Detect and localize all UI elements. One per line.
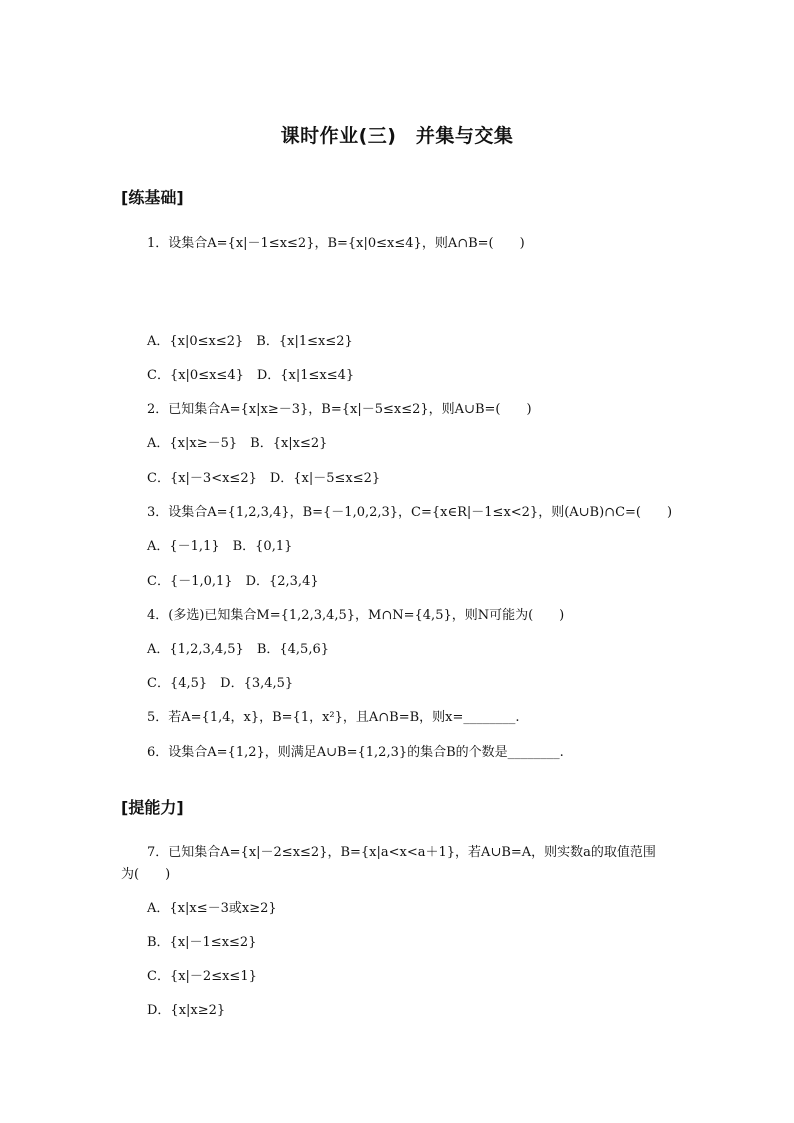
question-3-options-ab: A．{－1,1} B．{0,1} xyxy=(147,539,293,554)
question-7-stem-continued: 为( ) xyxy=(121,867,171,882)
question-4-stem: 4．(多选)已知集合M={1,2,3,4,5}，M∩N={4,5}，则N可能为( ) xyxy=(147,608,565,623)
question-2-stem: 2．已知集合A={x|x≥－3}，B={x|－5≤x≤2}，则A∪B=( ) xyxy=(147,402,532,417)
question-7-option-a: A．{x|x≤－3或x≥2} xyxy=(147,901,277,916)
question-7-option-d: D．{x|x≥2} xyxy=(147,1003,226,1018)
question-7-option-c: C．{x|－2≤x≤1} xyxy=(147,969,257,984)
question-3-stem: 3．设集合A={1,2,3,4}，B={－1,0,2,3}，C={x∈R|－1≤x<2}，则(A∪B)∩C=( ) xyxy=(147,505,673,520)
page-title: 课时作业(三) 并集与交集 xyxy=(280,125,514,147)
question-4-options-ab: A．{1,2,3,4,5} B．{4,5,6} xyxy=(147,642,329,657)
section-heading-basic: [练基础] xyxy=(121,188,184,207)
question-1-options-ab: A．{x|0≤x≤2} B．{x|1≤x≤2} xyxy=(147,334,353,349)
question-4-options-cd: C．{4,5} D．{3,4,5} xyxy=(147,676,294,691)
section-heading-advanced: [提能力] xyxy=(121,798,184,817)
question-1-stem: 1．设集合A={x|－1≤x≤2}，B={x|0≤x≤4}，则A∩B=( ) xyxy=(147,236,525,251)
question-7-stem: 7．已知集合A={x|－2≤x≤2}，B={x|a<x<a＋1}，若A∪B=A，则实数a的取值范围 xyxy=(147,845,656,860)
question-6-stem: 6．设集合A={1,2}，则满足A∪B={1,2,3}的集合B的个数是________. xyxy=(147,745,564,760)
question-2-options-cd: C．{x|－3<x≤2} D．{x|－5≤x≤2} xyxy=(147,471,381,486)
question-2-options-ab: A．{x|x≥－5} B．{x|x≤2} xyxy=(147,436,328,451)
question-1-options-cd: C．{x|0≤x≤4} D．{x|1≤x≤4} xyxy=(147,368,355,383)
question-3-options-cd: C．{－1,0,1} D．{2,3,4} xyxy=(147,574,319,589)
question-7-option-b: B．{x|－1≤x≤2} xyxy=(147,935,257,950)
question-5-stem: 5．若A={1,4，x}，B={1，x²}，且A∩B=B，则x=________. xyxy=(147,710,520,725)
